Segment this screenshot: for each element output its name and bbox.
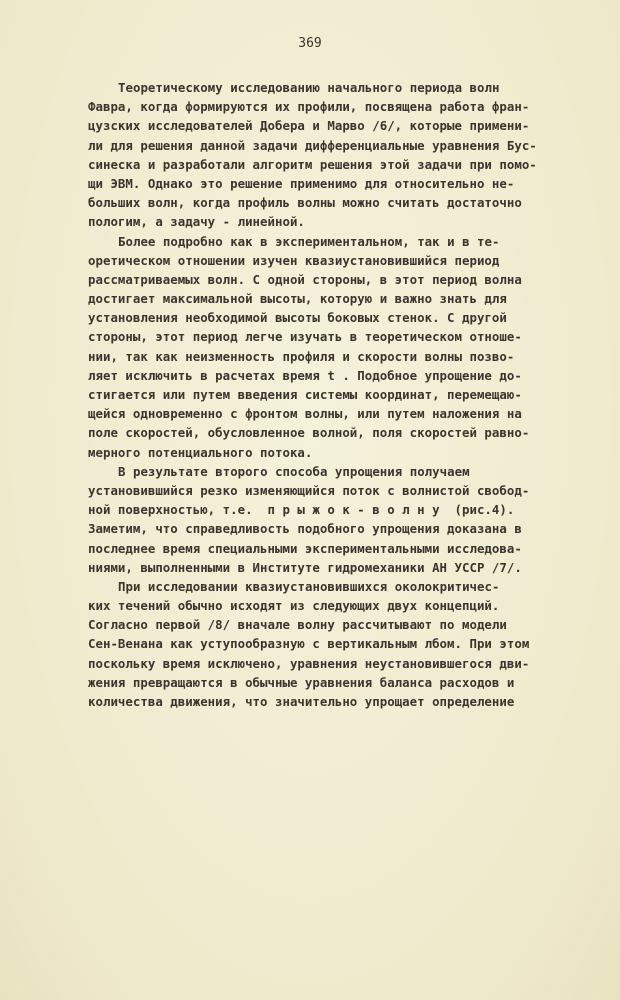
text-line: Заметим, что справедливость подобного упрощения доказана в: [88, 521, 522, 537]
text-line: мерного потенциального потока.: [88, 444, 313, 460]
text-line: поле скоростей, обусловленное волной, поля скоростей равно-: [88, 425, 530, 441]
text-line: ной поверхностью, т.е. п р ы ж о к - в о л н у (рис.4).: [88, 502, 515, 518]
text-line: цузских исследователей Добера и Марво /6/, которые примени-: [88, 118, 530, 134]
text-line: пологим, а задачу - линейной.: [88, 214, 305, 230]
text-line: синеска и разработали алгоритм решения этой задачи при помо-: [88, 156, 537, 172]
text-line: Сен-Венана как уступообразную с вертикальным лбом. При этом: [88, 636, 530, 652]
text-line: стороны, этот период легче изучать в теоретическом отноше-: [88, 329, 522, 345]
page-number: 369: [298, 36, 322, 51]
text-line: жения превращаются в обычные уравнения баланса расходов и: [88, 674, 515, 690]
text-line: Теоретическому исследованию начального периода волн: [118, 80, 500, 95]
text-line: достигает максимальной высоты, которую и важно знать для: [88, 291, 507, 307]
text-line: ли для решения данной задачи дифференциальные уравнения Бус-: [88, 137, 537, 153]
text-line: ниями, выполненными в Институте гидромеханики АН УССР /7/.: [88, 559, 522, 575]
text-line: В результате второго способа упрощения получаем: [118, 463, 470, 479]
text-line: Согласно первой /8/ вначале волну рассчитывают по модели: [88, 617, 507, 633]
text-line: ких течений обычно исходят из следующих двух концепций.: [88, 598, 500, 614]
page-body-text: [88, 78, 538, 711]
text-line: щи ЭВМ. Однако это решение применимо для относительно не-: [88, 175, 515, 191]
text-line: рассматриваемых волн. С одной стороны, в этот период волна: [88, 271, 522, 287]
text-line: установившийся резко изменяющийся поток с волнистой свобод-: [88, 482, 530, 498]
text-line: Более подробно как в экспериментальном, так и в те-: [118, 233, 500, 249]
text-line: щейся одновременно с фронтом волны, или путем наложения на: [88, 406, 522, 422]
text-line: оретическом отношении изучен квазиустановившийся период: [88, 252, 500, 268]
text-line: нии, так как неизменность профиля и скорости волны позво-: [88, 348, 515, 364]
text-line: больших волн, когда профиль волны можно считать достаточно: [88, 195, 522, 211]
text-line: ляет исключить в расчетах время t . Подобное упрощение до-: [88, 367, 522, 383]
text-line: стигается или путем введения системы координат, перемещаю-: [88, 387, 522, 402]
text-line: Фавра, когда формируются их профили, посвящена работа фран-: [88, 99, 530, 115]
text-line: последнее время специальными экспериментальными исследова-: [88, 540, 522, 556]
text-line: установления необходимой высоты боковых стенок. С другой: [88, 310, 507, 326]
text-line: При исследовании квазиустановившихся околокритичес-: [118, 578, 500, 594]
text-line: количества движения, что значительно упрощает определение: [88, 694, 515, 709]
text-line: поскольку время исключено, уравнения неустановившегося дви-: [88, 655, 530, 671]
